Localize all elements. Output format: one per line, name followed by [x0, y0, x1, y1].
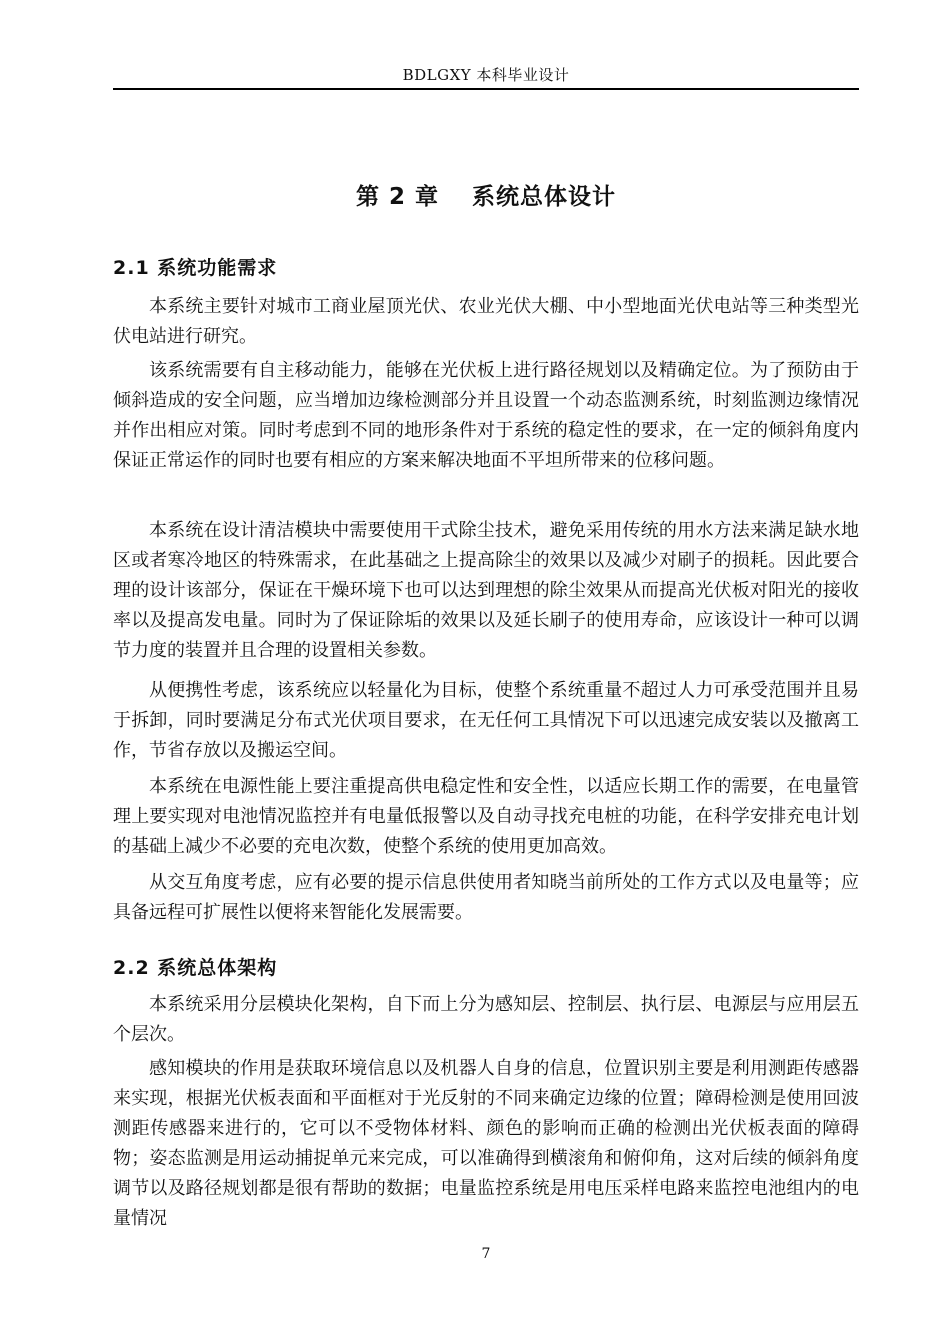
running-header: BDLGXY 本科毕业设计	[402, 66, 570, 84]
chapter-title: 第 2 章 系统总体设计	[355, 184, 617, 210]
paragraph: 从便携性考虑，该系统应以轻量化为目标，使整个系统重量不超过人力可承受范围并且易于拆卸，同时要满足分布式光伏项目要求，在无任何工具情况下可以迅速完成安装以及撤离工作，节省存放以及搬运空间。	[113, 680, 859, 761]
page-number: 7	[481, 1246, 491, 1262]
paragraph: 本系统在电源性能上要注重提高供电稳定性和安全性，以适应长期工作的需要，在电量管理上要实现对电池情况监控并有电量低报警以及自动寻找充电桩的功能，在科学安排充电计划的基础上减少不必要的充电次数，使整个系统的使用更加高效。	[113, 776, 859, 857]
section-title-2-2: 2.2 系统总体架构	[113, 957, 278, 979]
paragraph: 本系统在设计清洁模块中需要使用干式除尘技术，避免采用传统的用水方法来满足缺水地区或者寒冷地区的特殊需求，在此基础之上提高除尘的效果以及减少对刷子的损耗。因此要合理的设计该部分，保证在干燥环境下也可以达到理想的除尘效果从而提高光伏板对阳光的接收率以及提高发电量。同时为了保证除垢的效果以及延长刷子的使用寿命，应该设计一种可以调节力度的装置并且合理的设置相关参数。	[113, 520, 859, 661]
header-rule	[113, 88, 859, 90]
section-title-2-1: 2.1 系统功能需求	[113, 257, 278, 279]
paragraph: 该系统需要有自主移动能力，能够在光伏板上进行路径规划以及精确定位。为了预防由于倾斜造成的安全问题，应当增加边缘检测部分并且设置一个动态监测系统，时刻监测边缘情况并作出相应对策。同时考虑到不同的地形条件对于系统的稳定性的要求，在一定的倾斜角度内保证正常运作的同时也要有相应的方案来解决地面不平坦所带来的位移问题。	[113, 360, 859, 471]
paragraph: 从交互角度考虑，应有必要的提示信息供使用者知晓当前所处的工作方式以及电量等；应具备远程可扩展性以便将来智能化发展需要。	[113, 872, 859, 923]
paragraph: 本系统主要针对城市工商业屋顶光伏、农业光伏大棚、中小型地面光伏电站等三种类型光伏电站进行研究。	[113, 296, 859, 347]
paragraph: 本系统采用分层模块化架构，自下而上分为感知层、控制层、执行层、电源层与应用层五个层次。	[113, 994, 859, 1045]
paragraph: 感知模块的作用是获取环境信息以及机器人自身的信息，位置识别主要是利用测距传感器来实现，根据光伏板表面和平面框对于光反射的不同来确定边缘的位置；障碍检测是使用回波测距传感器来进行的，它可以不受物体材料、颜色的影响而正确的检测出光伏板表面的障碍物；姿态监测是用运动捕捉单元来完成，可以准确得到横滚角和俯仰角，这对后续的倾斜角度调节以及路径规划都是很有帮助的数据；电量监控系统是用电压采样电路来监控电池组内的电量情况	[113, 1058, 859, 1229]
